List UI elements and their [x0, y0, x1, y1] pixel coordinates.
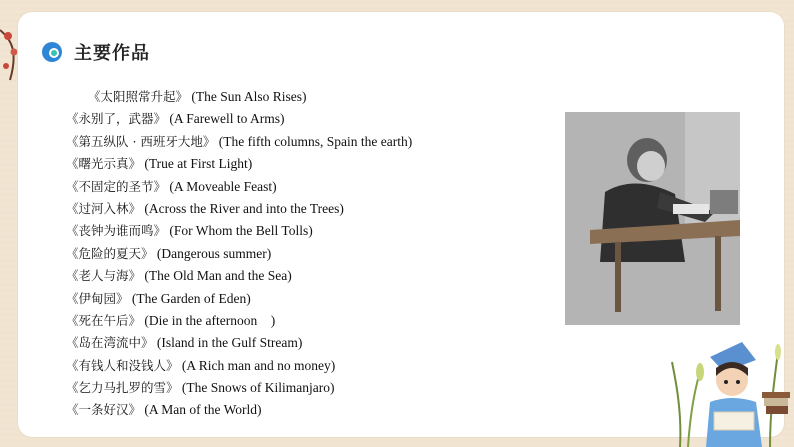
- list-item: 《第五纵队 · 西班牙大地》 (The fifth columns, Spain the earth): [66, 133, 413, 149]
- list-item: 《危险的夏天》 (Dangerous summer): [66, 245, 272, 261]
- list-item: 《不固定的圣节》 (A Moveable Feast): [66, 178, 277, 194]
- list-item: 《一条好汉》 (A Man of the World): [66, 402, 262, 418]
- list-item: 《有钱人和没钱人》 (A Rich man and no money): [66, 357, 336, 373]
- list-item: 《老人与海》 (The Old Man and the Sea): [66, 268, 292, 284]
- list-item: 《丧钟为谁而鸣》 (For Whom the Bell Tolls): [66, 223, 313, 239]
- works-list: [66, 86, 412, 422]
- list-item: 《伊甸园》 (The Garden of Eden): [66, 290, 251, 306]
- list-item: 《乞力马扎罗的雪》 (The Snows of Kilimanjaro): [66, 380, 335, 396]
- list-item: 《永别了，武器》 (A Farewell to Arms): [66, 111, 285, 127]
- author-photo: [565, 112, 740, 325]
- list-item: 《过河入林》 (Across the River and into the Trees): [66, 200, 344, 216]
- page-title: 主要作品: [74, 43, 150, 64]
- section-header: [40, 38, 150, 66]
- list-item: 《太阳照常升起》 (The Sun Also Rises): [88, 89, 307, 104]
- list-item: 《死在午后》 (Die in the afternoon ): [66, 312, 276, 328]
- list-item: 《曙光示真》 (True at First Light): [66, 156, 253, 172]
- list-item: 《岛在湾流中》 (Island in the Gulf Stream): [66, 335, 303, 351]
- logo-icon: [40, 40, 64, 64]
- student-reading-icon: [670, 322, 794, 447]
